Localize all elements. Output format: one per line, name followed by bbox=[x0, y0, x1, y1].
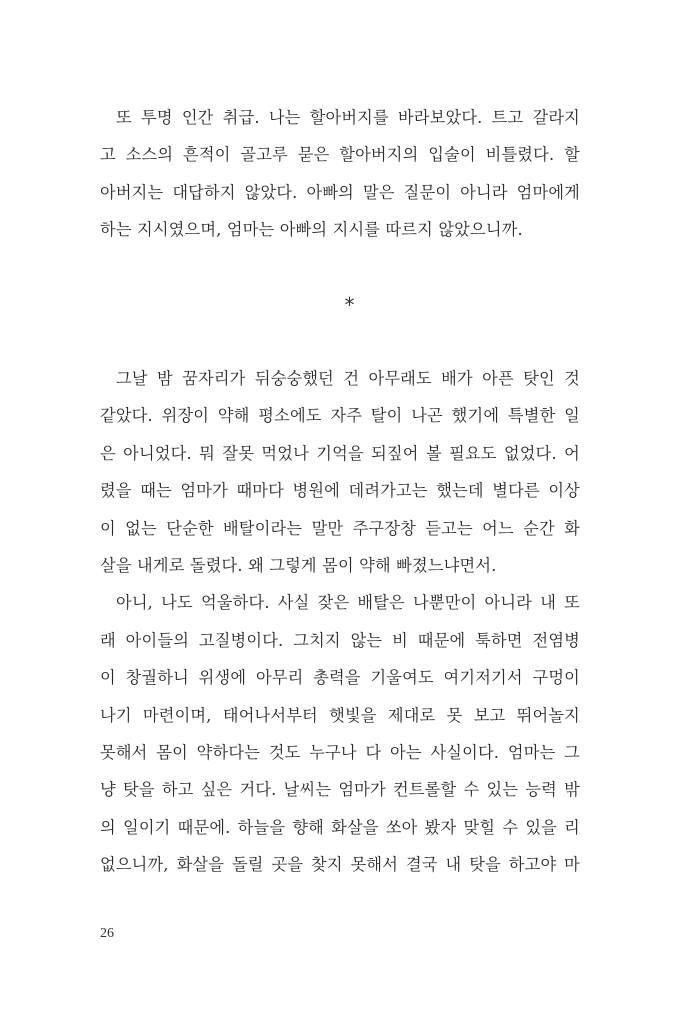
text-line: 래 아이들의 고질병이다. 그치지 않는 비 때문에 툭하면 전염병 bbox=[100, 630, 580, 650]
text-line: 은 아니었다. 뭐 잘못 먹었나 기억을 되짚어 볼 필요도 없었다. 어 bbox=[100, 443, 580, 463]
text-line: 살을 내게로 돌렸다. 왜 그렇게 몸이 약해 빠졌느냐면서. bbox=[100, 555, 497, 575]
text-line: 아니, 나도 억울하다. 사실 잦은 배탈은 나뿐만이 아니라 내 또 bbox=[116, 593, 580, 613]
text-line: 렸을 때는 엄마가 때마다 병원에 데려가고는 했는데 별다른 이상 bbox=[100, 481, 580, 501]
text-line: 같았다. 위장이 약해 평소에도 자주 탈이 나곤 했기에 특별한 일 bbox=[100, 406, 580, 426]
paragraph-section-1 bbox=[100, 99, 580, 249]
section-separator-asterisk: * bbox=[344, 293, 355, 317]
text-line: 이 창궐하니 위생에 아무리 총력을 기울여도 여기저기서 구멍이 bbox=[100, 668, 580, 688]
page-number: 26 bbox=[100, 926, 114, 941]
text-line: 아버지는 대답하지 않았다. 아빠의 말은 질문이 아니라 엄마에게 bbox=[100, 182, 580, 202]
text-line: 냥 탓을 하고 싶은 거다. 날씨는 엄마가 컨트롤할 수 있는 능력 밖 bbox=[100, 780, 580, 800]
text-line: 못해서 몸이 약하다는 것도 누구나 다 아는 사실이다. 엄마는 그 bbox=[100, 742, 580, 762]
text-line: 이 없는 단순한 배탈이라는 말만 주구장창 듣고는 어느 순간 화 bbox=[100, 518, 580, 538]
text-line: 없으니까, 화살을 돌릴 곳을 찾지 못해서 결국 내 탓을 하고야 마 bbox=[100, 855, 580, 875]
text-line: 그날 밤 꿈자리가 뒤숭숭했던 건 아무래도 배가 아픈 탓인 것 bbox=[116, 369, 580, 388]
text-line: 고 소스의 흔적이 골고루 묻은 할아버지의 입술이 비틀렸다. 할 bbox=[100, 145, 580, 165]
text-line: 또 투명 인간 취급. 나는 할아버지를 바라보았다. 트고 갈라지 bbox=[116, 108, 580, 127]
text-line: 나기 마련이며, 태어나서부터 햇빛을 제대로 못 보고 뛰어놀지 bbox=[100, 705, 580, 725]
text-line: 의 일이기 때문에. 하늘을 향해 화살을 쏘아 봤자 맞힐 수 있을 리 bbox=[100, 817, 580, 837]
text-line: 하는 지시였으며, 엄마는 아빠의 지시를 따르지 않았으니까. bbox=[100, 220, 523, 240]
paragraph-section-2 bbox=[100, 360, 580, 883]
